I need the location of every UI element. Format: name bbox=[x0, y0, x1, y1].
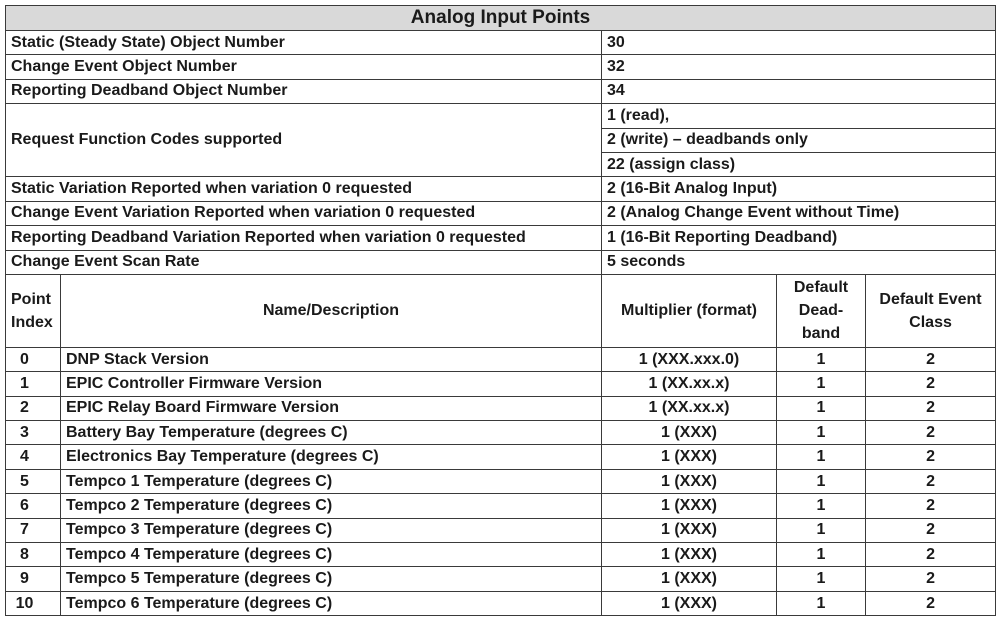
point-index-cell: 1 bbox=[6, 372, 61, 396]
info-value: 1 (16-Bit Reporting Deadband) bbox=[602, 226, 996, 250]
info-row-change-object bbox=[6, 55, 996, 79]
info-row-deadband-object bbox=[6, 79, 996, 103]
info-label: Static (Steady State) Object Number bbox=[6, 31, 602, 55]
table-row bbox=[6, 494, 996, 518]
point-index-cell: 9 bbox=[6, 567, 61, 591]
event-class-cell: 2 bbox=[866, 591, 996, 615]
info-row-static-object bbox=[6, 31, 996, 55]
table-row bbox=[6, 347, 996, 371]
multiplier-cell: 1 (XXX) bbox=[602, 567, 777, 591]
name-cell: DNP Stack Version bbox=[61, 347, 602, 371]
info-value: 2 (write) – deadbands only bbox=[602, 128, 996, 152]
event-class-cell: 2 bbox=[866, 543, 996, 567]
multiplier-cell: 1 (XXX) bbox=[602, 543, 777, 567]
info-value: 1 (read), bbox=[602, 104, 996, 128]
point-index-cell: 8 bbox=[6, 543, 61, 567]
info-row-scan-rate bbox=[6, 250, 996, 274]
multiplier-cell: 1 (XXX.xxx.0) bbox=[602, 347, 777, 371]
column-header-point-index: Point Index bbox=[6, 274, 61, 347]
column-header-multiplier: Multiplier (format) bbox=[602, 274, 777, 347]
info-label: Static Variation Reported when variation 0 requested bbox=[6, 177, 602, 201]
multiplier-cell: 1 (XX.xx.x) bbox=[602, 372, 777, 396]
table-row bbox=[6, 469, 996, 493]
info-label: Request Function Codes supported bbox=[6, 104, 602, 177]
name-cell: Tempco 3 Temperature (degrees C) bbox=[61, 518, 602, 542]
multiplier-cell: 1 (XX.xx.x) bbox=[602, 396, 777, 420]
info-value: 30 bbox=[602, 31, 996, 55]
table-row bbox=[6, 567, 996, 591]
table-row bbox=[6, 445, 996, 469]
deadband-cell: 1 bbox=[777, 567, 866, 591]
multiplier-cell: 1 (XXX) bbox=[602, 494, 777, 518]
event-class-cell: 2 bbox=[866, 445, 996, 469]
event-class-cell: 2 bbox=[866, 469, 996, 493]
deadband-cell: 1 bbox=[777, 543, 866, 567]
info-value: 5 seconds bbox=[602, 250, 996, 274]
multiplier-cell: 1 (XXX) bbox=[602, 591, 777, 615]
name-cell: Tempco 1 Temperature (degrees C) bbox=[61, 469, 602, 493]
deadband-cell: 1 bbox=[777, 469, 866, 493]
multiplier-cell: 1 (XXX) bbox=[602, 518, 777, 542]
column-header-row bbox=[6, 274, 996, 347]
info-value: 32 bbox=[602, 55, 996, 79]
multiplier-cell: 1 (XXX) bbox=[602, 445, 777, 469]
name-cell: EPIC Controller Firmware Version bbox=[61, 372, 602, 396]
info-value: 2 (16-Bit Analog Input) bbox=[602, 177, 996, 201]
deadband-cell: 1 bbox=[777, 518, 866, 542]
name-cell: Tempco 2 Temperature (degrees C) bbox=[61, 494, 602, 518]
name-cell: Tempco 5 Temperature (degrees C) bbox=[61, 567, 602, 591]
info-label: Reporting Deadband Variation Reported when variation 0 requested bbox=[6, 226, 602, 250]
point-index-cell: 4 bbox=[6, 445, 61, 469]
point-index-cell: 7 bbox=[6, 518, 61, 542]
name-cell: Battery Bay Temperature (degrees C) bbox=[61, 421, 602, 445]
multiplier-cell: 1 (XXX) bbox=[602, 469, 777, 493]
table-title: Analog Input Points bbox=[6, 6, 996, 31]
point-index-cell: 6 bbox=[6, 494, 61, 518]
event-class-cell: 2 bbox=[866, 347, 996, 371]
name-cell: EPIC Relay Board Firmware Version bbox=[61, 396, 602, 420]
point-index-cell: 10 bbox=[6, 591, 61, 615]
name-cell: Tempco 4 Temperature (degrees C) bbox=[61, 543, 602, 567]
deadband-cell: 1 bbox=[777, 347, 866, 371]
point-index-cell: 0 bbox=[6, 347, 61, 371]
event-class-cell: 2 bbox=[866, 372, 996, 396]
info-row-request-codes bbox=[6, 104, 996, 128]
info-label: Reporting Deadband Object Number bbox=[6, 79, 602, 103]
table-row bbox=[6, 396, 996, 420]
column-header-deadband: Default Dead-band bbox=[777, 274, 866, 347]
info-label: Change Event Object Number bbox=[6, 55, 602, 79]
deadband-cell: 1 bbox=[777, 591, 866, 615]
multiplier-cell: 1 (XXX) bbox=[602, 421, 777, 445]
deadband-cell: 1 bbox=[777, 445, 866, 469]
analog-input-points-table bbox=[5, 5, 996, 616]
point-index-cell: 2 bbox=[6, 396, 61, 420]
name-cell: Electronics Bay Temperature (degrees C) bbox=[61, 445, 602, 469]
table-row bbox=[6, 518, 996, 542]
event-class-cell: 2 bbox=[866, 396, 996, 420]
name-cell: Tempco 6 Temperature (degrees C) bbox=[61, 591, 602, 615]
deadband-cell: 1 bbox=[777, 421, 866, 445]
table-row bbox=[6, 372, 996, 396]
event-class-cell: 2 bbox=[866, 421, 996, 445]
point-index-cell: 3 bbox=[6, 421, 61, 445]
event-class-cell: 2 bbox=[866, 494, 996, 518]
info-label: Change Event Variation Reported when variation 0 requested bbox=[6, 201, 602, 225]
info-value: 34 bbox=[602, 79, 996, 103]
info-value: 22 (assign class) bbox=[602, 152, 996, 176]
column-header-event-class: Default Event Class bbox=[866, 274, 996, 347]
info-label: Change Event Scan Rate bbox=[6, 250, 602, 274]
table-row bbox=[6, 421, 996, 445]
title-row bbox=[6, 6, 996, 31]
column-header-name: Name/Description bbox=[61, 274, 602, 347]
event-class-cell: 2 bbox=[866, 518, 996, 542]
table-row bbox=[6, 543, 996, 567]
info-value: 2 (Analog Change Event without Time) bbox=[602, 201, 996, 225]
deadband-cell: 1 bbox=[777, 494, 866, 518]
info-row-deadband-variation bbox=[6, 226, 996, 250]
table-row bbox=[6, 591, 996, 615]
deadband-cell: 1 bbox=[777, 396, 866, 420]
event-class-cell: 2 bbox=[866, 567, 996, 591]
deadband-cell: 1 bbox=[777, 372, 866, 396]
info-row-change-variation bbox=[6, 201, 996, 225]
info-row-static-variation bbox=[6, 177, 996, 201]
point-index-cell: 5 bbox=[6, 469, 61, 493]
